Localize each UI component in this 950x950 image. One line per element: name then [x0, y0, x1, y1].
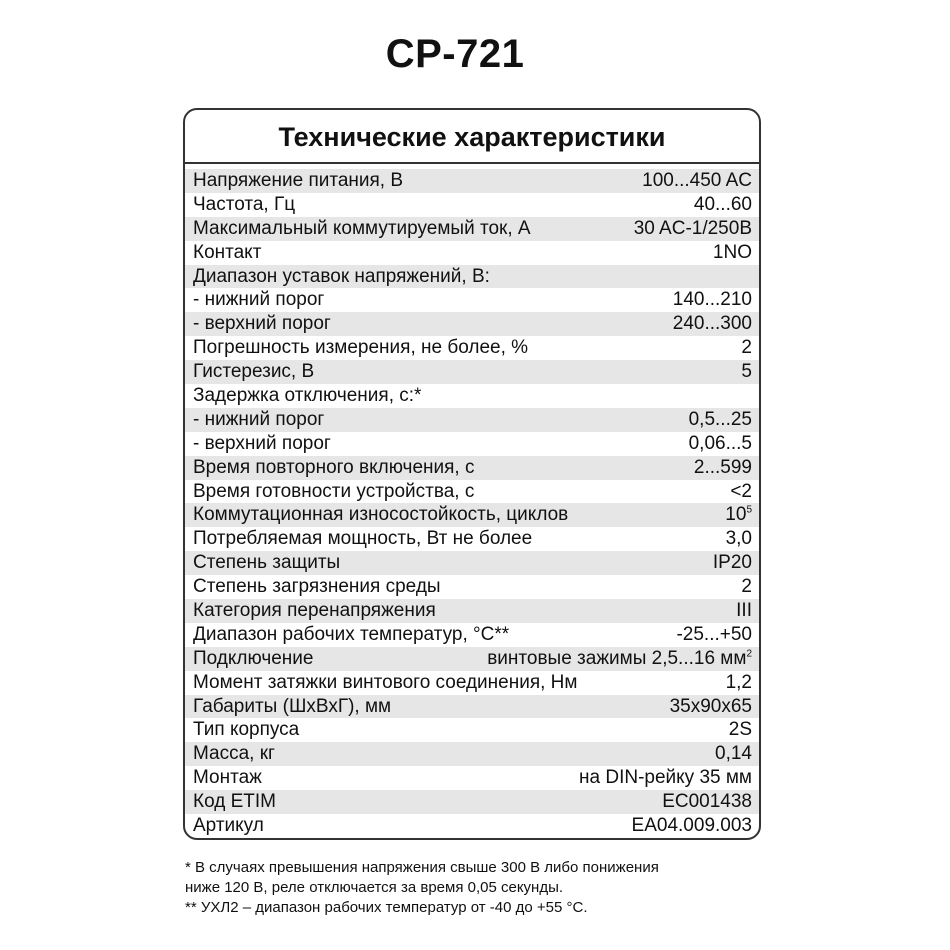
- spec-row: [185, 742, 759, 766]
- spec-label: Время готовности устройства, с: [193, 480, 475, 502]
- spec-row: [185, 718, 759, 742]
- spec-value-text: 2S: [728, 719, 752, 741]
- spec-label: Коммутационная износостойкость, циклов: [193, 504, 569, 526]
- spec-value-text: 3,0: [725, 528, 752, 550]
- spec-row: [185, 169, 759, 193]
- spec-row: [185, 766, 759, 790]
- spec-row: [185, 241, 759, 265]
- spec-value: [713, 242, 752, 264]
- spec-value-text: EC001438: [662, 791, 752, 813]
- spec-value-text: 240...300: [672, 313, 752, 335]
- spec-row: [185, 575, 759, 599]
- spec-value: [726, 528, 752, 550]
- spec-row: [185, 288, 759, 312]
- spec-label: Артикул: [193, 814, 264, 836]
- spec-value: [730, 481, 752, 503]
- spec-row: [185, 551, 759, 575]
- spec-label: Код ETIM: [193, 791, 276, 813]
- spec-value-text: <2: [730, 480, 752, 502]
- spec-value-text: 140...210: [672, 289, 752, 311]
- spec-label: Момент затяжки винтового соединения, Нм: [193, 671, 578, 693]
- spec-row: [185, 503, 759, 527]
- spec-row: [185, 217, 759, 241]
- spec-label: Степень загрязнения среды: [193, 576, 441, 598]
- spec-label: Погрешность измерения, не более, %: [193, 337, 529, 359]
- spec-value: [673, 289, 752, 311]
- spec-value-text: 2...599: [693, 456, 752, 478]
- spec-label: Категория перенапряжения: [193, 599, 436, 621]
- spec-value: [487, 648, 752, 670]
- spec-label: Частота, Гц: [193, 193, 296, 215]
- spec-value: [689, 433, 752, 455]
- spec-value: [694, 194, 752, 216]
- spec-row: [185, 599, 759, 623]
- spec-label: Гистерезис, В: [193, 361, 315, 383]
- spec-label: - нижний порог: [193, 289, 325, 311]
- spec-value-text: 40...60: [693, 193, 752, 215]
- spec-row: [185, 336, 759, 360]
- spec-label: Задержка отключения, с:*: [193, 384, 422, 406]
- spec-value: [634, 218, 752, 240]
- spec-value-text: 5: [741, 361, 752, 383]
- spec-value-text: EA04.009.003: [631, 814, 752, 836]
- spec-label: Монтаж: [193, 767, 262, 789]
- spec-label: Максимальный коммутируемый ток, А: [193, 217, 531, 239]
- spec-label: - верхний порог: [193, 313, 331, 335]
- spec-value: [741, 337, 752, 359]
- spec-row: [185, 623, 759, 647]
- spec-value: [689, 409, 752, 431]
- spec-value: [670, 696, 752, 718]
- page-title: CP-721: [385, 32, 525, 76]
- spec-value-text: 1NO: [712, 241, 752, 263]
- spec-value-superscript: 5: [746, 505, 752, 517]
- spec-row: [185, 790, 759, 814]
- spec-value-text: на DIN-рейку 35 мм: [579, 767, 752, 789]
- spec-row: [185, 695, 759, 719]
- spec-label: Время повторного включения, с: [193, 456, 475, 478]
- spec-value: [725, 504, 752, 526]
- spec-value-text: винтовые зажимы 2,5...16 мм: [487, 647, 747, 669]
- spec-row: [185, 312, 759, 336]
- footnotes: [185, 858, 785, 918]
- spec-value: [676, 624, 752, 646]
- spec-label: Подключение: [193, 647, 314, 669]
- spec-value-text: 0,5...25: [688, 408, 752, 430]
- spec-label: Степень защиты: [193, 552, 341, 574]
- spec-label: - нижний порог: [193, 408, 325, 430]
- spec-value-text: 0,06...5: [688, 432, 752, 454]
- spec-value-text: IP20: [712, 552, 752, 574]
- footnote-line: * В случаях превышения напряжения свыше 300 В либо понижения: [185, 859, 659, 876]
- spec-label: - верхний порог: [193, 432, 331, 454]
- spec-row: [185, 384, 759, 408]
- spec-value: [642, 170, 752, 192]
- spec-label: Диапазон рабочих температур, °С**: [193, 623, 510, 645]
- spec-value: [713, 552, 752, 574]
- spec-value-text: -25...+50: [676, 623, 752, 645]
- spec-value: [694, 457, 752, 479]
- spec-list: [185, 164, 759, 838]
- spec-value: [579, 767, 752, 789]
- spec-row: [185, 408, 759, 432]
- spec-row: [185, 456, 759, 480]
- spec-row: [185, 671, 759, 695]
- spec-value-superscript: 2: [746, 648, 752, 660]
- spec-value: [673, 313, 752, 335]
- spec-value: [729, 719, 752, 741]
- spec-label: Масса, кг: [193, 743, 275, 765]
- spec-row: [185, 360, 759, 384]
- spec-row: [185, 265, 759, 289]
- spec-value-text: 100...450 AC: [642, 169, 752, 191]
- spec-label: Напряжение питания, В: [193, 169, 404, 191]
- spec-value: [726, 672, 752, 694]
- spec-table: [183, 108, 761, 840]
- spec-label: Габариты (ШхВхГ), мм: [193, 695, 392, 717]
- spec-value: [741, 361, 752, 383]
- spec-value: [736, 600, 752, 622]
- spec-value-text: 30 AC-1/250B: [633, 217, 752, 239]
- footnote-line: ** УХЛ2 – диапазон рабочих температур от -40 до +55 °С.: [185, 899, 588, 916]
- footnote-line: ниже 120 В, реле отключается за время 0,05 секунды.: [185, 879, 564, 896]
- spec-row: [185, 814, 759, 838]
- spec-value-text: 2: [741, 337, 752, 359]
- spec-value-text: 0,14: [715, 743, 752, 765]
- spec-row: [185, 527, 759, 551]
- spec-label: Диапазон уставок напряжений, В:: [193, 265, 490, 287]
- spec-value-text: 2: [741, 576, 752, 598]
- spec-table-heading: Технические характеристики: [185, 110, 759, 164]
- spec-label: Контакт: [193, 241, 262, 263]
- spec-value: [741, 576, 752, 598]
- spec-label: Потребляемая мощность, Вт не более: [193, 528, 533, 550]
- spec-value-text: 10: [725, 504, 747, 526]
- spec-value-text: 35х90х65: [669, 695, 752, 717]
- spec-value: [662, 791, 752, 813]
- spec-value: [715, 743, 752, 765]
- spec-value: [632, 815, 752, 837]
- spec-row: [185, 480, 759, 504]
- spec-value-text: III: [736, 599, 752, 621]
- spec-row: [185, 193, 759, 217]
- spec-row: [185, 647, 759, 671]
- spec-row: [185, 432, 759, 456]
- spec-value-text: 1,2: [725, 671, 752, 693]
- spec-label: Тип корпуса: [193, 719, 300, 741]
